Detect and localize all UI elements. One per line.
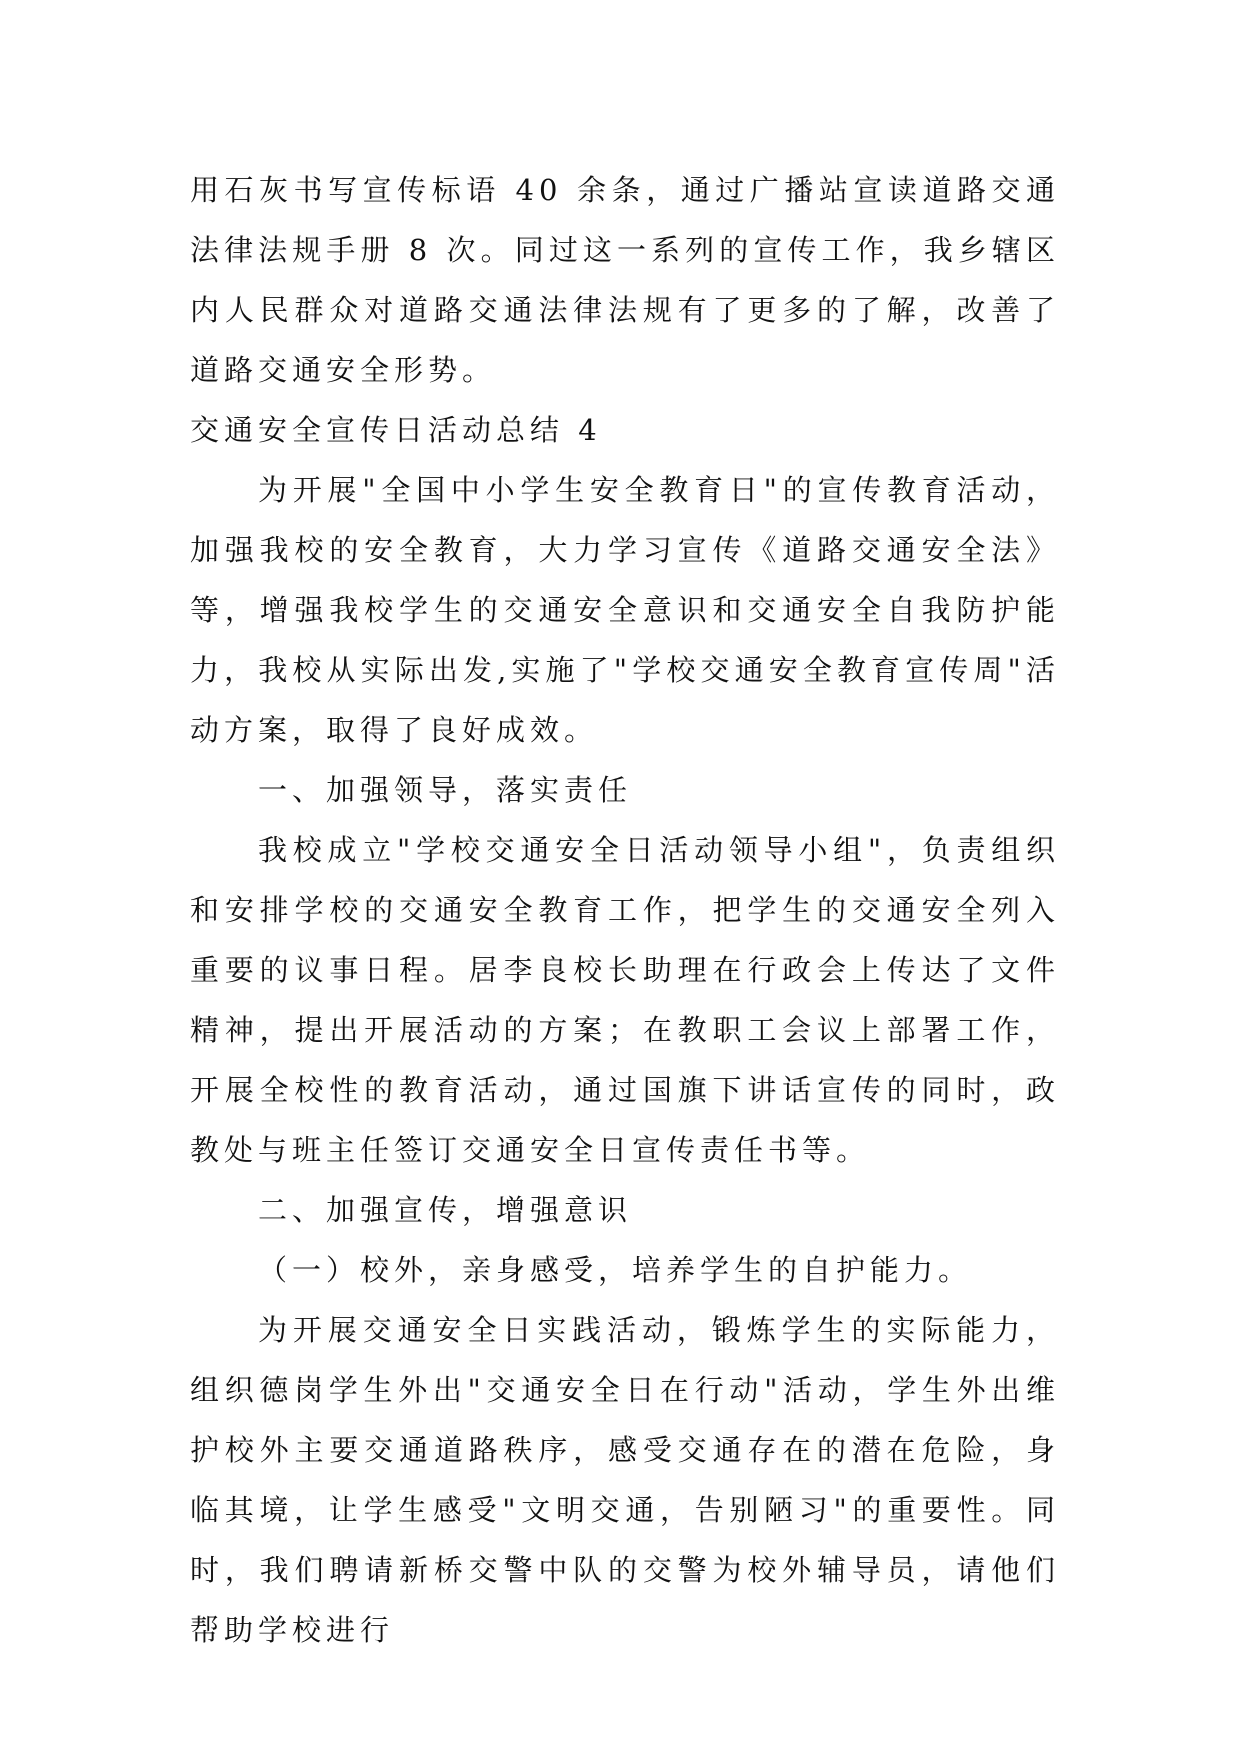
subheading-outside-school: （一）校外，亲身感受，培养学生的自护能力。: [258, 1253, 973, 1287]
paragraph-intro: 为开展"全国中小学生安全教育日"的宣传教育活动，加强我校的安全教育，大力学习宣传《道路交通安全法》等，增强我校学生的交通安全意识和交通安全自我防护能力，我校从实际出发,实施了"学校交通安全教育宣传周"活动方案，取得了良好成效。: [190, 473, 1060, 747]
subheading-leadership: 一、加强领导，落实责任: [258, 773, 633, 807]
section-title: 交通安全宣传日活动总结 4: [190, 413, 602, 447]
paragraph-continued: 用石灰书写宣传标语 40 余条，通过广播站宣读道路交通法律法规手册 8 次。同过这一系列的宣传工作，我乡辖区内人民群众对道路交通法律法规有了更多的了解，改善了道路交通安全形势。: [190, 173, 1060, 387]
paragraph-leadership: 我校成立"学校交通安全日活动领导小组"，负责组织和安排学校的交通安全教育工作，把学生的交通安全列入重要的议事日程。居李良校长助理在行政会上传达了文件精神，提出开展活动的方案；在教职工会议上部署工作，开展全校性的教育活动，通过国旗下讲话宣传的同时，政教处与班主任签订交通安全日宣传责任书等。: [190, 833, 1060, 1167]
document-body: [190, 160, 1060, 1660]
subheading-publicity: 二、加强宣传，增强意识: [258, 1193, 633, 1227]
paragraph-outside-school: 为开展交通安全日实践活动，锻炼学生的实际能力，组织德岗学生外出"交通安全日在行动"活动，学生外出维护校外主要交通道路秩序，感受交通存在的潜在危险，身临其境，让学生感受"文明交通，告别陋习"的重要性。同时，我们聘请新桥交警中队的交警为校外辅导员，请他们帮助学校进行: [190, 1313, 1060, 1647]
